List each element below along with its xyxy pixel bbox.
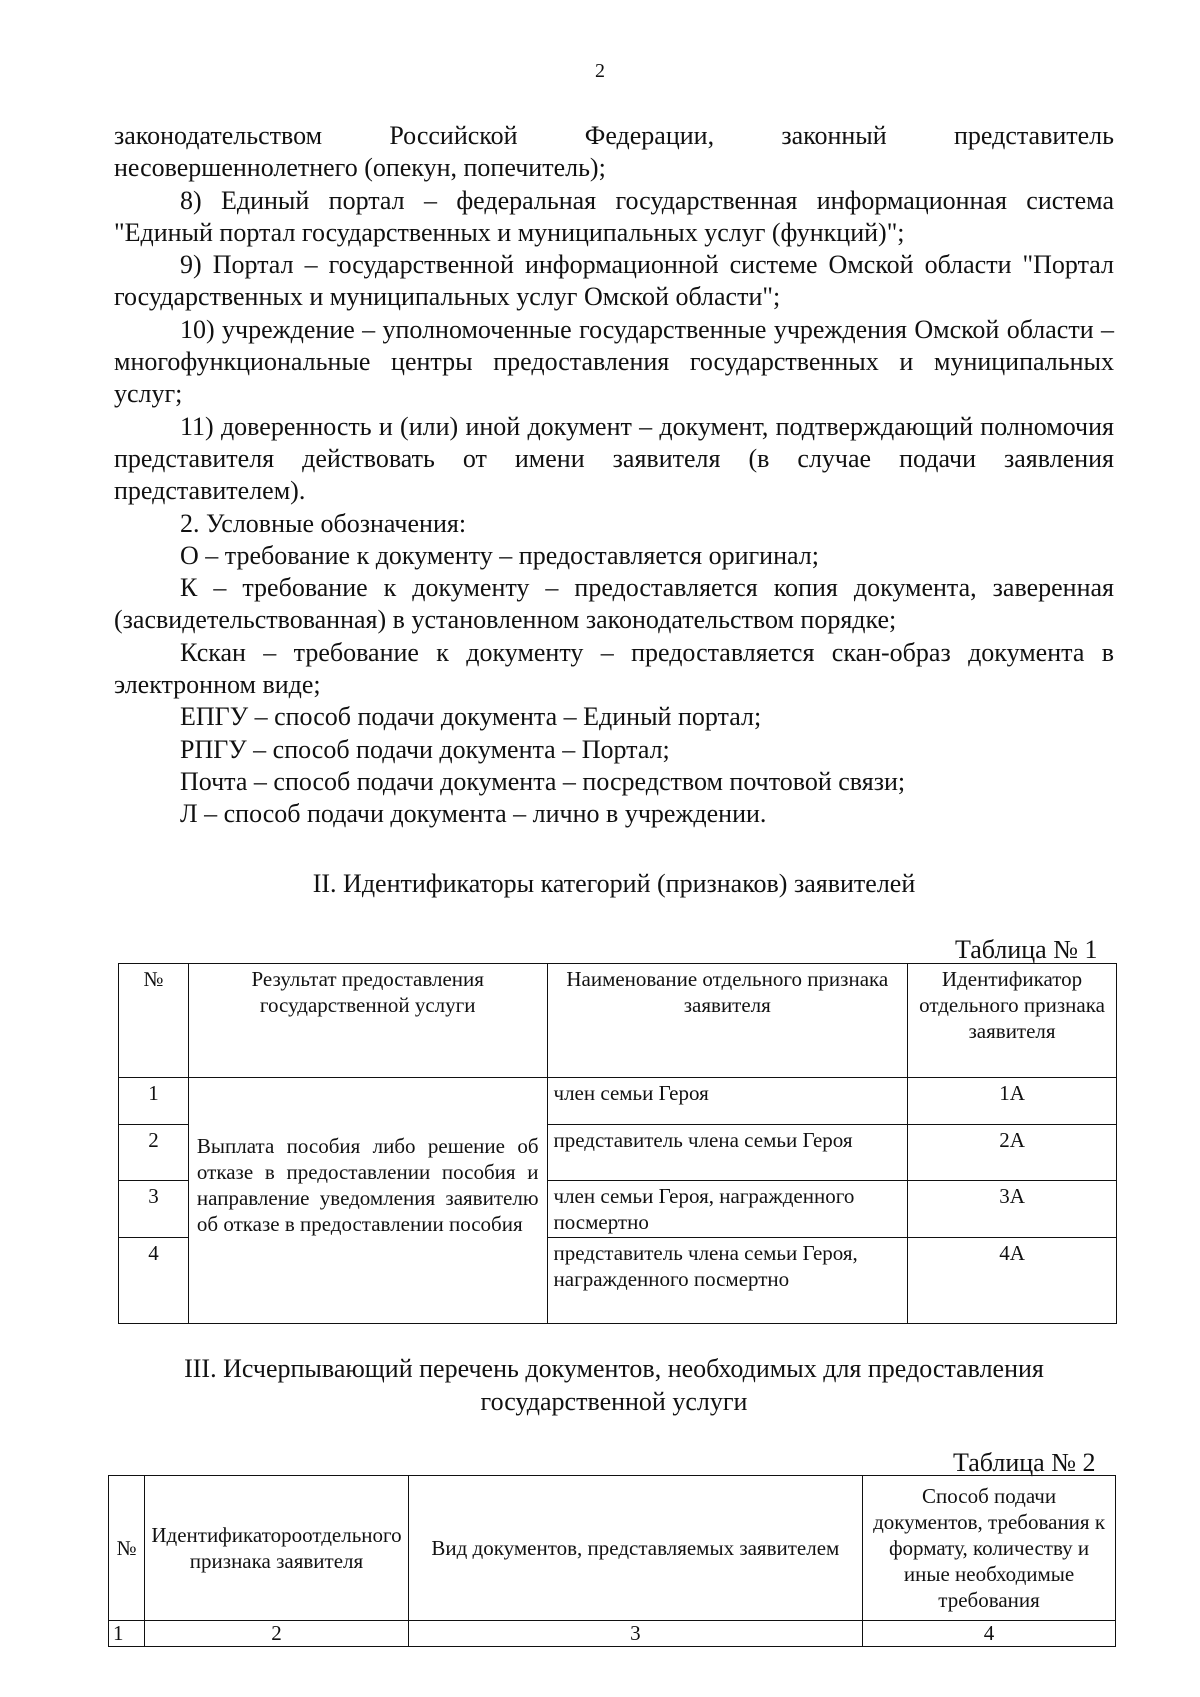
paragraph: К – требование к документу – предоставляется копия документа, заверенная (засвидетельствованная) в установленном законодательством порядке; bbox=[114, 573, 1114, 635]
table-header: Способ подачи документов, требования к формату, количеству и иные необходимые требования bbox=[863, 1476, 1116, 1621]
row-number: 3 bbox=[119, 1181, 189, 1238]
paragraph: Л – способ подачи документа – лично в учреждении. bbox=[180, 799, 767, 829]
table-2-caption: Таблица № 2 bbox=[953, 1448, 1096, 1477]
table-1 bbox=[118, 963, 1117, 1324]
table-header: № bbox=[109, 1476, 145, 1621]
paragraph: ЕПГУ – способ подачи документа – Единый портал; bbox=[180, 702, 762, 732]
paragraph: 8) Единый портал – федеральная государственная информационная система "Единый портал государственных и муниципальных услуг (функций)"; bbox=[114, 185, 1114, 247]
table-2-numbering-row bbox=[109, 1621, 1116, 1647]
column-number: 3 bbox=[408, 1621, 863, 1647]
column-number: 4 bbox=[863, 1621, 1116, 1647]
table-header: Идентификатороотдельного признака заявителя bbox=[145, 1476, 408, 1621]
applicant-attribute: представитель члена семьи Героя, награжденного посмертно bbox=[547, 1238, 908, 1324]
attribute-id: 4А bbox=[908, 1238, 1117, 1324]
column-number: 1 bbox=[109, 1621, 145, 1647]
paragraph: 2. Условные обозначения: bbox=[180, 508, 467, 538]
column-number: 2 bbox=[145, 1621, 408, 1647]
table-row bbox=[119, 1078, 1117, 1125]
paragraph: Кскан – требование к документу – предоставляется скан-образ документа в электронном виде; bbox=[114, 637, 1114, 700]
paragraph: 10) учреждение – уполномоченные государственные учреждения Омской области – многофункциональные центры предоставления государственных и муниципальных услуг; bbox=[114, 314, 1114, 409]
paragraph: Почта – способ подачи документа – посредством почтовой связи; bbox=[180, 766, 906, 796]
table-header: № bbox=[119, 964, 189, 1078]
table-header: Вид документов, представляемых заявителем bbox=[408, 1476, 863, 1621]
table-1-header-row bbox=[119, 964, 1117, 1078]
paragraph: 11) доверенность и (или) иной документ – документ, подтверждающий полномочия представителя действовать от имени заявителя (в случае подачи заявления представителем). bbox=[114, 411, 1114, 506]
paragraph: О – требование к документу – предоставляется оригинал; bbox=[180, 540, 819, 570]
row-number: 1 bbox=[119, 1078, 189, 1125]
applicant-attribute: представитель члена семьи Героя bbox=[547, 1125, 908, 1181]
attribute-id: 2А bbox=[908, 1125, 1117, 1181]
row-number: 4 bbox=[119, 1238, 189, 1324]
attribute-id: 3А bbox=[908, 1181, 1117, 1238]
table-header: Наименование отдельного признака заявителя bbox=[547, 964, 908, 1078]
page-number: 2 bbox=[595, 60, 605, 82]
document-body bbox=[114, 120, 1114, 831]
applicant-attribute: член семьи Героя bbox=[547, 1078, 908, 1125]
applicant-attribute: член семьи Героя, награжденного посмертно bbox=[547, 1181, 908, 1238]
service-result: Выплата пособия либо решение об отказе в предоставлении пособия и направление уведомления заявителю об отказе в предоставлении пособия bbox=[188, 1078, 547, 1324]
table-2 bbox=[108, 1475, 1116, 1647]
paragraph: законодательством Российской Федерации, законный представитель несовершеннолетнего (опекун, попечитель); bbox=[114, 121, 1114, 183]
paragraph: 9) Портал – государственной информационной системе Омской области "Портал государственных и муниципальных услуг Омской области"; bbox=[114, 250, 1114, 312]
table-2-header-row bbox=[109, 1476, 1116, 1621]
paragraph: РПГУ – способ подачи документа – Портал; bbox=[180, 734, 670, 764]
table-1-caption: Таблица № 1 bbox=[955, 935, 1098, 964]
row-number: 2 bbox=[119, 1125, 189, 1181]
section-3-heading: III. Исчерпывающий перечень документов, необходимых для предоставления государственной услуги bbox=[184, 1354, 1044, 1416]
section-2-heading: II. Идентификаторы категорий (признаков) заявителей bbox=[312, 869, 916, 898]
table-header: Идентификатор отдельного признака заявителя bbox=[908, 964, 1117, 1078]
table-header: Результат предоставления государственной услуги bbox=[188, 964, 547, 1078]
attribute-id: 1А bbox=[908, 1078, 1117, 1125]
